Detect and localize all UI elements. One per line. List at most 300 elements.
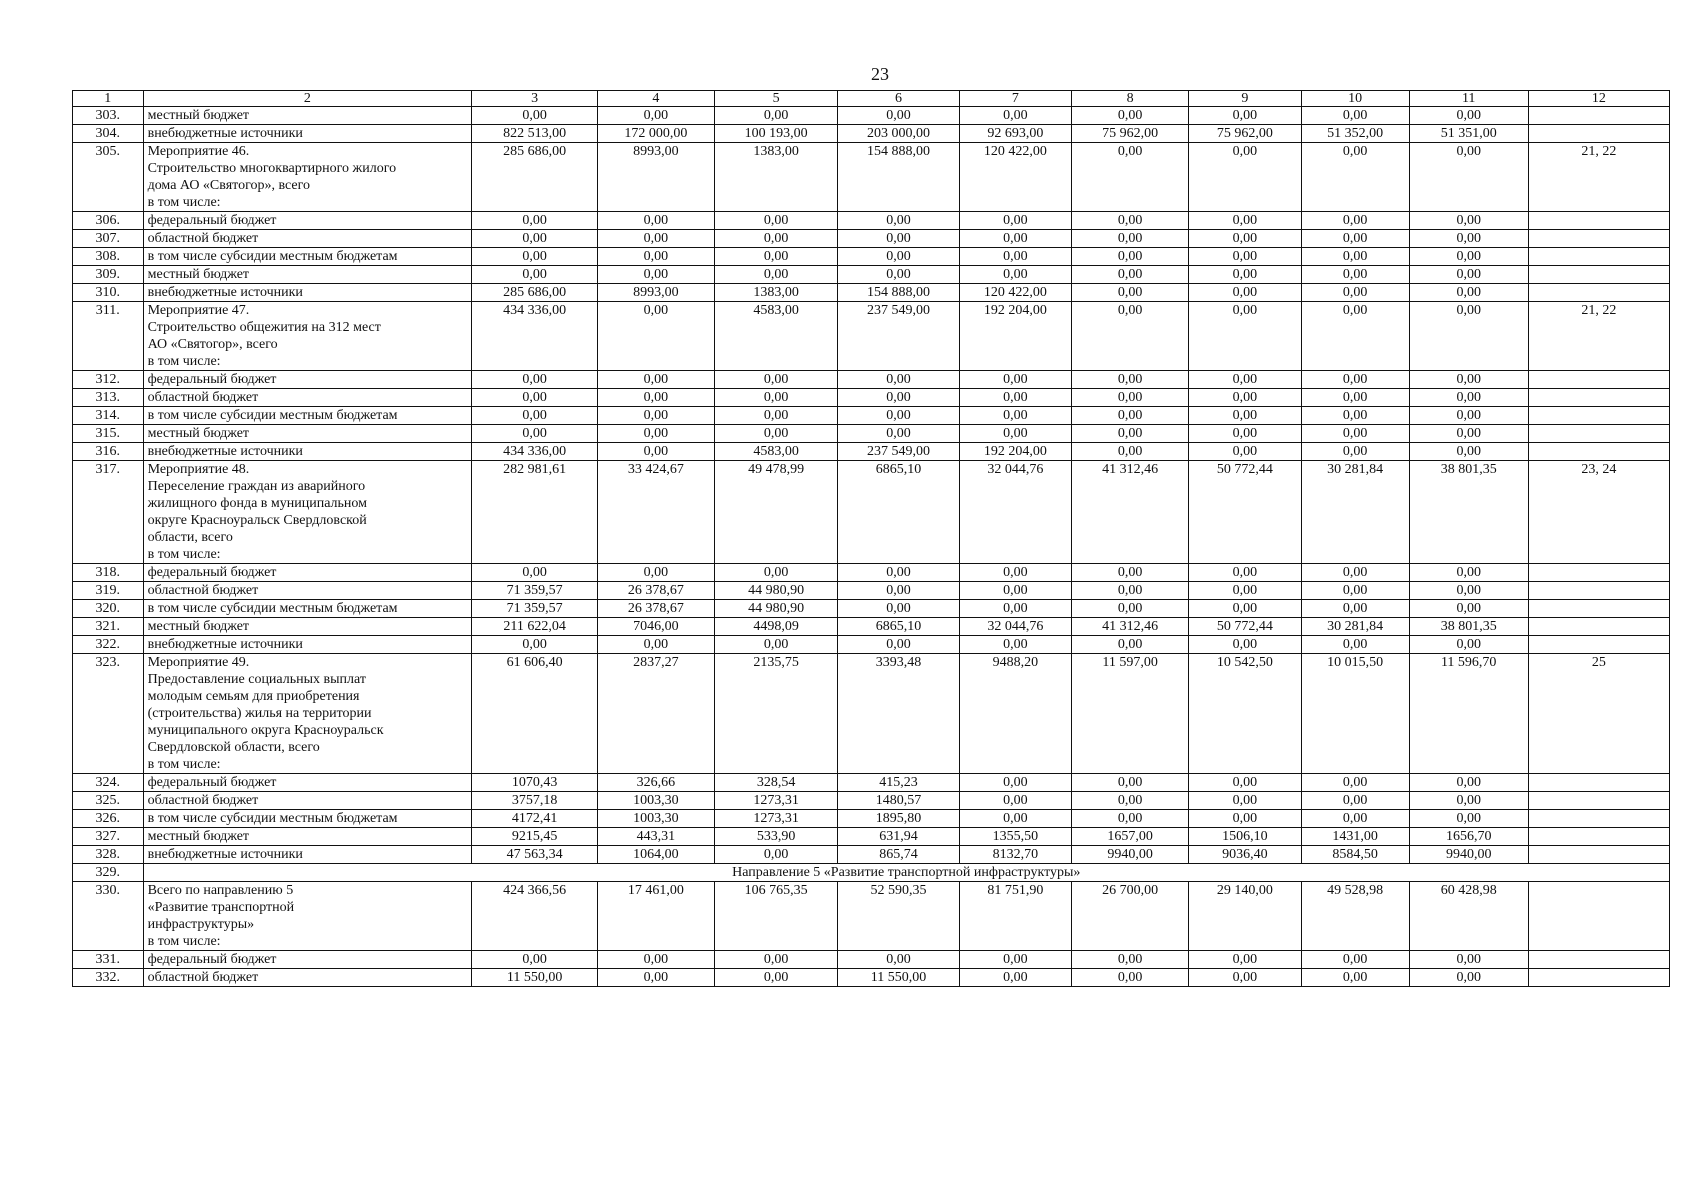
value-cell: 0,00 bbox=[959, 600, 1071, 618]
value-cell: 865,74 bbox=[838, 846, 959, 864]
row-label: Мероприятие 48. Переселение граждан из аварийного жилищного фонда в муниципальном округе Красноуральск Свердловской области, всего в том числе: bbox=[143, 461, 472, 564]
value-cell: 11 550,00 bbox=[838, 969, 959, 987]
value-cell: 0,00 bbox=[1072, 248, 1189, 266]
value-cell: 0,00 bbox=[959, 407, 1071, 425]
value-cell: 0,00 bbox=[1301, 774, 1409, 792]
value-cell: 0,00 bbox=[838, 212, 959, 230]
value-cell: 0,00 bbox=[1189, 582, 1301, 600]
value-cell: 9036,40 bbox=[1189, 846, 1301, 864]
value-cell: 71 359,57 bbox=[472, 600, 598, 618]
value-cell: 0,00 bbox=[472, 951, 598, 969]
value-cell: 326,66 bbox=[597, 774, 714, 792]
row-label: местный бюджет bbox=[143, 425, 472, 443]
row-label: федеральный бюджет bbox=[143, 371, 472, 389]
value-cell: 154 888,00 bbox=[838, 143, 959, 212]
target-indicator bbox=[1528, 618, 1669, 636]
value-cell: 0,00 bbox=[714, 107, 838, 125]
value-cell: 434 336,00 bbox=[472, 302, 598, 371]
row-number: 319. bbox=[73, 582, 144, 600]
value-cell: 0,00 bbox=[1409, 230, 1528, 248]
value-cell: 0,00 bbox=[714, 266, 838, 284]
value-cell: 0,00 bbox=[714, 951, 838, 969]
value-cell: 4583,00 bbox=[714, 302, 838, 371]
row-label: внебюджетные источники bbox=[143, 284, 472, 302]
value-cell: 0,00 bbox=[1301, 284, 1409, 302]
col-header: 10 bbox=[1301, 91, 1409, 107]
table-row bbox=[73, 443, 1670, 461]
value-cell: 0,00 bbox=[959, 425, 1071, 443]
value-cell: 0,00 bbox=[1072, 302, 1189, 371]
table-row bbox=[73, 143, 1670, 212]
row-number: 314. bbox=[73, 407, 144, 425]
row-label: местный бюджет bbox=[143, 828, 472, 846]
value-cell: 203 000,00 bbox=[838, 125, 959, 143]
table-row bbox=[73, 425, 1670, 443]
value-cell: 0,00 bbox=[1301, 212, 1409, 230]
value-cell: 0,00 bbox=[1189, 302, 1301, 371]
row-label: внебюджетные источники bbox=[143, 636, 472, 654]
value-cell: 0,00 bbox=[1189, 443, 1301, 461]
value-cell: 0,00 bbox=[838, 425, 959, 443]
value-cell: 0,00 bbox=[838, 582, 959, 600]
value-cell: 434 336,00 bbox=[472, 443, 598, 461]
value-cell: 0,00 bbox=[959, 636, 1071, 654]
value-cell: 1431,00 bbox=[1301, 828, 1409, 846]
value-cell: 0,00 bbox=[1072, 600, 1189, 618]
value-cell: 44 980,90 bbox=[714, 600, 838, 618]
value-cell: 71 359,57 bbox=[472, 582, 598, 600]
col-header: 11 bbox=[1409, 91, 1528, 107]
value-cell: 9940,00 bbox=[1409, 846, 1528, 864]
value-cell: 0,00 bbox=[1409, 582, 1528, 600]
value-cell: 0,00 bbox=[1409, 425, 1528, 443]
value-cell: 328,54 bbox=[714, 774, 838, 792]
row-number: 329. bbox=[73, 864, 144, 882]
value-cell: 0,00 bbox=[1189, 810, 1301, 828]
value-cell: 0,00 bbox=[1072, 230, 1189, 248]
row-number: 312. bbox=[73, 371, 144, 389]
value-cell: 0,00 bbox=[1189, 407, 1301, 425]
value-cell: 0,00 bbox=[1072, 810, 1189, 828]
target-indicator bbox=[1528, 125, 1669, 143]
target-indicator bbox=[1528, 212, 1669, 230]
value-cell: 6865,10 bbox=[838, 461, 959, 564]
value-cell: 192 204,00 bbox=[959, 443, 1071, 461]
row-number: 331. bbox=[73, 951, 144, 969]
row-number: 304. bbox=[73, 125, 144, 143]
row-number: 322. bbox=[73, 636, 144, 654]
target-indicator: 21, 22 bbox=[1528, 302, 1669, 371]
value-cell: 120 422,00 bbox=[959, 143, 1071, 212]
value-cell: 0,00 bbox=[1072, 266, 1189, 284]
value-cell: 0,00 bbox=[1301, 107, 1409, 125]
col-header: 8 bbox=[1072, 91, 1189, 107]
row-label: Всего по направлению 5 «Развитие транспортной инфраструктуры» в том числе: bbox=[143, 882, 472, 951]
table-row bbox=[73, 810, 1670, 828]
row-label: местный бюджет bbox=[143, 266, 472, 284]
row-number: 316. bbox=[73, 443, 144, 461]
value-cell: 0,00 bbox=[1189, 600, 1301, 618]
row-label: внебюджетные источники bbox=[143, 443, 472, 461]
row-number: 308. bbox=[73, 248, 144, 266]
table-row bbox=[73, 618, 1670, 636]
value-cell: 0,00 bbox=[1301, 389, 1409, 407]
target-indicator bbox=[1528, 600, 1669, 618]
value-cell: 0,00 bbox=[472, 407, 598, 425]
col-header: 5 bbox=[714, 91, 838, 107]
value-cell: 0,00 bbox=[472, 636, 598, 654]
value-cell: 0,00 bbox=[959, 389, 1071, 407]
target-indicator: 23, 24 bbox=[1528, 461, 1669, 564]
value-cell: 47 563,34 bbox=[472, 846, 598, 864]
row-label: областной бюджет bbox=[143, 969, 472, 987]
value-cell: 0,00 bbox=[1301, 792, 1409, 810]
value-cell: 0,00 bbox=[472, 107, 598, 125]
value-cell: 0,00 bbox=[1301, 443, 1409, 461]
value-cell: 11 550,00 bbox=[472, 969, 598, 987]
value-cell: 26 378,67 bbox=[597, 582, 714, 600]
value-cell: 0,00 bbox=[714, 212, 838, 230]
value-cell: 1003,30 bbox=[597, 810, 714, 828]
value-cell: 1273,31 bbox=[714, 792, 838, 810]
value-cell: 1273,31 bbox=[714, 810, 838, 828]
value-cell: 0,00 bbox=[1189, 774, 1301, 792]
value-cell: 0,00 bbox=[597, 248, 714, 266]
value-cell: 237 549,00 bbox=[838, 302, 959, 371]
value-cell: 0,00 bbox=[1301, 969, 1409, 987]
target-indicator bbox=[1528, 266, 1669, 284]
row-label: Мероприятие 47. Строительство общежития на 312 мест АО «Святогор», всего в том числе: bbox=[143, 302, 472, 371]
target-indicator bbox=[1528, 846, 1669, 864]
target-indicator bbox=[1528, 284, 1669, 302]
value-cell: 0,00 bbox=[597, 107, 714, 125]
value-cell: 33 424,67 bbox=[597, 461, 714, 564]
table-row bbox=[73, 882, 1670, 951]
row-number: 320. bbox=[73, 600, 144, 618]
value-cell: 0,00 bbox=[1409, 143, 1528, 212]
page-number: 23 bbox=[871, 64, 889, 84]
value-cell: 2837,27 bbox=[597, 654, 714, 774]
value-cell: 52 590,35 bbox=[838, 882, 959, 951]
row-number: 306. bbox=[73, 212, 144, 230]
value-cell: 0,00 bbox=[1072, 143, 1189, 212]
value-cell: 0,00 bbox=[597, 951, 714, 969]
value-cell: 106 765,35 bbox=[714, 882, 838, 951]
row-label: областной бюджет bbox=[143, 582, 472, 600]
value-cell: 11 597,00 bbox=[1072, 654, 1189, 774]
value-cell: 8993,00 bbox=[597, 284, 714, 302]
target-indicator bbox=[1528, 636, 1669, 654]
value-cell: 4498,09 bbox=[714, 618, 838, 636]
row-label: Мероприятие 46. Строительство многоквартирного жилого дома АО «Святогор», всего в том числе: bbox=[143, 143, 472, 212]
value-cell: 0,00 bbox=[959, 212, 1071, 230]
value-cell: 0,00 bbox=[1189, 425, 1301, 443]
value-cell: 282 981,61 bbox=[472, 461, 598, 564]
target-indicator bbox=[1528, 969, 1669, 987]
value-cell: 0,00 bbox=[1189, 636, 1301, 654]
value-cell: 0,00 bbox=[1409, 810, 1528, 828]
value-cell: 237 549,00 bbox=[838, 443, 959, 461]
value-cell: 3393,48 bbox=[838, 654, 959, 774]
value-cell: 0,00 bbox=[714, 636, 838, 654]
value-cell: 0,00 bbox=[1189, 266, 1301, 284]
target-indicator bbox=[1528, 792, 1669, 810]
value-cell: 26 700,00 bbox=[1072, 882, 1189, 951]
value-cell: 0,00 bbox=[714, 969, 838, 987]
value-cell: 50 772,44 bbox=[1189, 461, 1301, 564]
value-cell: 0,00 bbox=[1409, 636, 1528, 654]
table-row bbox=[73, 846, 1670, 864]
value-cell: 0,00 bbox=[838, 230, 959, 248]
value-cell: 9940,00 bbox=[1072, 846, 1189, 864]
value-cell: 1657,00 bbox=[1072, 828, 1189, 846]
value-cell: 424 366,56 bbox=[472, 882, 598, 951]
value-cell: 100 193,00 bbox=[714, 125, 838, 143]
value-cell: 6865,10 bbox=[838, 618, 959, 636]
row-number: 318. bbox=[73, 564, 144, 582]
row-label: внебюджетные источники bbox=[143, 125, 472, 143]
value-cell: 0,00 bbox=[472, 425, 598, 443]
value-cell: 0,00 bbox=[838, 389, 959, 407]
value-cell: 0,00 bbox=[1189, 792, 1301, 810]
value-cell: 30 281,84 bbox=[1301, 461, 1409, 564]
value-cell: 0,00 bbox=[838, 636, 959, 654]
value-cell: 0,00 bbox=[1409, 774, 1528, 792]
value-cell: 9488,20 bbox=[959, 654, 1071, 774]
value-cell: 0,00 bbox=[959, 792, 1071, 810]
value-cell: 0,00 bbox=[1301, 600, 1409, 618]
value-cell: 0,00 bbox=[597, 636, 714, 654]
table-body bbox=[73, 107, 1670, 987]
value-cell: 631,94 bbox=[838, 828, 959, 846]
value-cell: 8132,70 bbox=[959, 846, 1071, 864]
row-number: 321. bbox=[73, 618, 144, 636]
value-cell: 0,00 bbox=[472, 389, 598, 407]
value-cell: 0,00 bbox=[1072, 564, 1189, 582]
table-row bbox=[73, 284, 1670, 302]
value-cell: 0,00 bbox=[838, 564, 959, 582]
value-cell: 120 422,00 bbox=[959, 284, 1071, 302]
value-cell: 0,00 bbox=[838, 107, 959, 125]
value-cell: 0,00 bbox=[1189, 389, 1301, 407]
value-cell: 0,00 bbox=[838, 248, 959, 266]
value-cell: 3757,18 bbox=[472, 792, 598, 810]
target-indicator bbox=[1528, 828, 1669, 846]
row-number: 324. bbox=[73, 774, 144, 792]
value-cell: 0,00 bbox=[1189, 371, 1301, 389]
value-cell: 1003,30 bbox=[597, 792, 714, 810]
value-cell: 0,00 bbox=[714, 846, 838, 864]
table-row bbox=[73, 125, 1670, 143]
value-cell: 30 281,84 bbox=[1301, 618, 1409, 636]
value-cell: 0,00 bbox=[1072, 443, 1189, 461]
table-row bbox=[73, 230, 1670, 248]
value-cell: 1355,50 bbox=[959, 828, 1071, 846]
value-cell: 38 801,35 bbox=[1409, 618, 1528, 636]
row-label: федеральный бюджет bbox=[143, 774, 472, 792]
table-row bbox=[73, 212, 1670, 230]
target-indicator bbox=[1528, 564, 1669, 582]
value-cell: 192 204,00 bbox=[959, 302, 1071, 371]
value-cell: 0,00 bbox=[597, 212, 714, 230]
value-cell: 92 693,00 bbox=[959, 125, 1071, 143]
row-number: 303. bbox=[73, 107, 144, 125]
table-row bbox=[73, 582, 1670, 600]
table-row bbox=[73, 654, 1670, 774]
value-cell: 0,00 bbox=[472, 212, 598, 230]
target-indicator bbox=[1528, 774, 1669, 792]
table-row bbox=[73, 564, 1670, 582]
value-cell: 4583,00 bbox=[714, 443, 838, 461]
table-row bbox=[73, 302, 1670, 371]
value-cell: 0,00 bbox=[1301, 407, 1409, 425]
col-header: 1 bbox=[73, 91, 144, 107]
value-cell: 0,00 bbox=[1409, 284, 1528, 302]
value-cell: 1656,70 bbox=[1409, 828, 1528, 846]
value-cell: 0,00 bbox=[597, 564, 714, 582]
table-row bbox=[73, 266, 1670, 284]
table-row bbox=[73, 407, 1670, 425]
target-indicator bbox=[1528, 389, 1669, 407]
value-cell: 2135,75 bbox=[714, 654, 838, 774]
value-cell: 0,00 bbox=[959, 266, 1071, 284]
value-cell: 32 044,76 bbox=[959, 461, 1071, 564]
value-cell: 0,00 bbox=[1072, 212, 1189, 230]
value-cell: 0,00 bbox=[1301, 425, 1409, 443]
value-cell: 0,00 bbox=[1409, 969, 1528, 987]
budget-table-container bbox=[72, 90, 1670, 987]
value-cell: 0,00 bbox=[1409, 371, 1528, 389]
value-cell: 60 428,98 bbox=[1409, 882, 1528, 951]
col-header: 9 bbox=[1189, 91, 1301, 107]
target-indicator bbox=[1528, 248, 1669, 266]
row-number: 310. bbox=[73, 284, 144, 302]
value-cell: 0,00 bbox=[597, 969, 714, 987]
value-cell: 415,23 bbox=[838, 774, 959, 792]
value-cell: 285 686,00 bbox=[472, 284, 598, 302]
value-cell: 0,00 bbox=[1409, 389, 1528, 407]
value-cell: 0,00 bbox=[1409, 302, 1528, 371]
value-cell: 0,00 bbox=[1189, 248, 1301, 266]
row-label: в том числе субсидии местным бюджетам bbox=[143, 810, 472, 828]
value-cell: 17 461,00 bbox=[597, 882, 714, 951]
value-cell: 0,00 bbox=[838, 266, 959, 284]
target-indicator: 25 bbox=[1528, 654, 1669, 774]
value-cell: 0,00 bbox=[472, 248, 598, 266]
row-label: федеральный бюджет bbox=[143, 564, 472, 582]
value-cell: 0,00 bbox=[838, 371, 959, 389]
col-header: 12 bbox=[1528, 91, 1669, 107]
value-cell: 38 801,35 bbox=[1409, 461, 1528, 564]
value-cell: 0,00 bbox=[714, 425, 838, 443]
value-cell: 0,00 bbox=[1409, 266, 1528, 284]
value-cell: 0,00 bbox=[1409, 564, 1528, 582]
value-cell: 44 980,90 bbox=[714, 582, 838, 600]
table-row bbox=[73, 828, 1670, 846]
value-cell: 26 378,67 bbox=[597, 600, 714, 618]
value-cell: 1895,80 bbox=[838, 810, 959, 828]
value-cell: 0,00 bbox=[959, 582, 1071, 600]
value-cell: 0,00 bbox=[1072, 951, 1189, 969]
value-cell: 0,00 bbox=[597, 302, 714, 371]
target-indicator bbox=[1528, 407, 1669, 425]
value-cell: 0,00 bbox=[714, 564, 838, 582]
value-cell: 0,00 bbox=[959, 951, 1071, 969]
target-indicator bbox=[1528, 810, 1669, 828]
value-cell: 0,00 bbox=[1189, 212, 1301, 230]
row-number: 311. bbox=[73, 302, 144, 371]
value-cell: 0,00 bbox=[1301, 951, 1409, 969]
value-cell: 0,00 bbox=[472, 266, 598, 284]
table-row bbox=[73, 969, 1670, 987]
value-cell: 0,00 bbox=[838, 600, 959, 618]
target-indicator bbox=[1528, 425, 1669, 443]
section-heading: Направление 5 «Развитие транспортной инфраструктуры» bbox=[143, 864, 1669, 882]
target-indicator bbox=[1528, 371, 1669, 389]
col-header: 4 bbox=[597, 91, 714, 107]
value-cell: 41 312,46 bbox=[1072, 618, 1189, 636]
value-cell: 1383,00 bbox=[714, 143, 838, 212]
value-cell: 0,00 bbox=[597, 230, 714, 248]
table-row bbox=[73, 636, 1670, 654]
table-row bbox=[73, 389, 1670, 407]
value-cell: 0,00 bbox=[597, 407, 714, 425]
row-label: федеральный бюджет bbox=[143, 951, 472, 969]
value-cell: 0,00 bbox=[1072, 371, 1189, 389]
row-label: областной бюджет bbox=[143, 389, 472, 407]
value-cell: 0,00 bbox=[1409, 792, 1528, 810]
value-cell: 1480,57 bbox=[838, 792, 959, 810]
row-number: 327. bbox=[73, 828, 144, 846]
row-number: 305. bbox=[73, 143, 144, 212]
value-cell: 0,00 bbox=[714, 248, 838, 266]
value-cell: 0,00 bbox=[1072, 774, 1189, 792]
header-row bbox=[73, 91, 1670, 107]
value-cell: 0,00 bbox=[1409, 248, 1528, 266]
value-cell: 0,00 bbox=[1072, 636, 1189, 654]
value-cell: 7046,00 bbox=[597, 618, 714, 636]
value-cell: 0,00 bbox=[1301, 810, 1409, 828]
value-cell: 49 528,98 bbox=[1301, 882, 1409, 951]
value-cell: 0,00 bbox=[597, 443, 714, 461]
value-cell: 0,00 bbox=[1072, 107, 1189, 125]
target-indicator bbox=[1528, 443, 1669, 461]
row-number: 323. bbox=[73, 654, 144, 774]
value-cell: 285 686,00 bbox=[472, 143, 598, 212]
value-cell: 51 352,00 bbox=[1301, 125, 1409, 143]
value-cell: 0,00 bbox=[1301, 230, 1409, 248]
value-cell: 0,00 bbox=[1072, 407, 1189, 425]
row-number: 315. bbox=[73, 425, 144, 443]
value-cell: 0,00 bbox=[959, 774, 1071, 792]
table-row bbox=[73, 864, 1670, 882]
target-indicator bbox=[1528, 582, 1669, 600]
value-cell: 1070,43 bbox=[472, 774, 598, 792]
value-cell: 0,00 bbox=[1301, 266, 1409, 284]
row-number: 309. bbox=[73, 266, 144, 284]
row-label: в том числе субсидии местным бюджетам bbox=[143, 407, 472, 425]
target-indicator bbox=[1528, 230, 1669, 248]
value-cell: 4172,41 bbox=[472, 810, 598, 828]
value-cell: 29 140,00 bbox=[1189, 882, 1301, 951]
value-cell: 0,00 bbox=[1189, 107, 1301, 125]
table-row bbox=[73, 371, 1670, 389]
row-number: 326. bbox=[73, 810, 144, 828]
value-cell: 0,00 bbox=[1189, 143, 1301, 212]
value-cell: 172 000,00 bbox=[597, 125, 714, 143]
row-label: областной бюджет bbox=[143, 792, 472, 810]
row-number: 325. bbox=[73, 792, 144, 810]
